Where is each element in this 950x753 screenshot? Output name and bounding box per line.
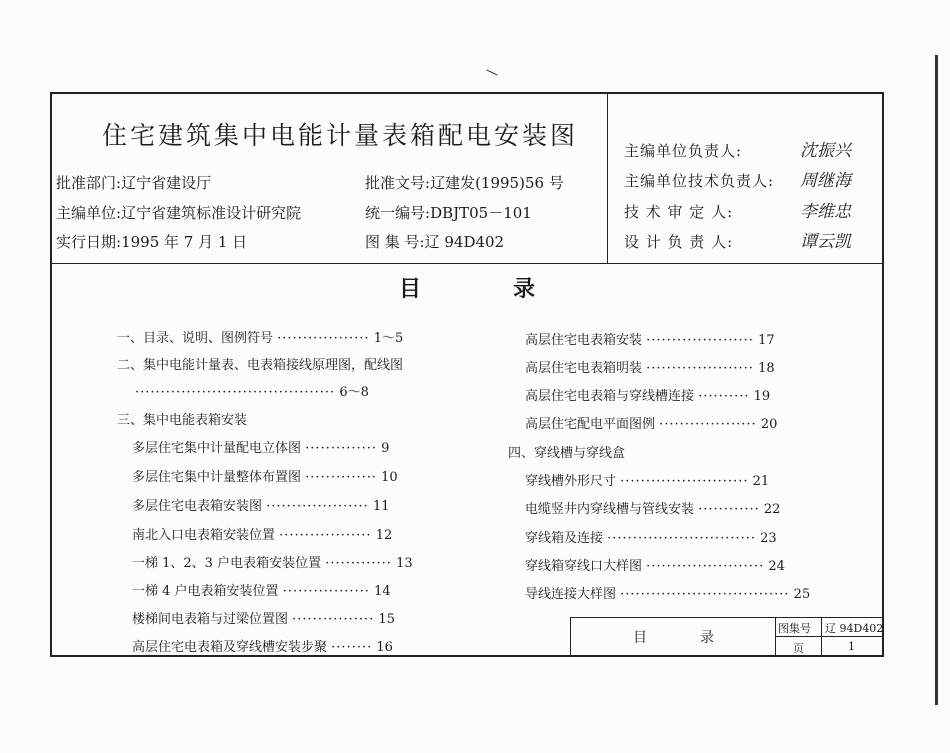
toc-left-item: ······································· 6～8 — [135, 385, 369, 400]
toc-right-item: 穿线箱穿线口大样图 ······················· 24 — [525, 559, 785, 574]
title-block-atlas-value: 辽 94D402 — [825, 622, 884, 635]
document-title: 住宅建筑集中电能计量表箱配电安装图 — [102, 121, 579, 150]
title-block-atlas-label: 图集号 — [778, 622, 811, 635]
title-block-row-divider — [775, 636, 884, 637]
binding-edge-line — [935, 55, 938, 705]
toc-right-item: 高层住宅电表箱与穿线槽连接 ·········· 19 — [525, 389, 771, 404]
toc-left-item: 多层住宅集中计量配电立体图 ·············· 9 — [132, 441, 390, 456]
toc-right-item: 穿线箱及连接 ····························· 23 — [525, 531, 777, 546]
toc-heading-mu: 目 — [399, 276, 422, 302]
toc-left-item: 二、集中电能计量表、电表箱接线原理图，配线图 — [117, 358, 404, 373]
title-block-left-border — [570, 617, 571, 657]
title-block-divider — [775, 617, 776, 657]
toc-left-item: 一梯 4 户电表箱安装位置 ················· 14 — [132, 584, 391, 599]
meta-unified-number: 统一编号:DBJT05－101 — [365, 204, 532, 222]
header-divider — [50, 263, 884, 264]
resp-design-head: 设 计 负 责 人: — [624, 233, 734, 251]
title-block-top-border — [570, 617, 884, 618]
title-block-page-label: 页 — [793, 642, 804, 655]
resp-technical-reviewer: 技 术 审 定 人: — [624, 203, 734, 221]
toc-left-item: 楼梯间电表箱与过梁位置图 ················ 15 — [132, 612, 395, 627]
meta-effective-date: 实行日期:1995 年 7 月 1 日 — [56, 233, 248, 251]
toc-right-item: 高层住宅配电平面图例 ··················· 20 — [525, 417, 778, 432]
toc-right-item: 导线连接大样图 ································· 25 — [525, 587, 811, 602]
signature-design-head: 谭云凯 — [800, 232, 851, 252]
toc-left-section: 三、集中电能表箱安装 — [117, 413, 248, 428]
meta-approval-dept: 批准部门:辽宁省建设厅 — [56, 174, 212, 192]
title-block-page-value: 1 — [848, 640, 855, 653]
title-block-name-lu: 录 — [700, 630, 714, 646]
signature-chief-unit-head: 沈振兴 — [800, 141, 851, 161]
toc-left-item: 一、目录、说明、图例符号 ·················· 1～5 — [117, 331, 404, 346]
toc-left-item: 多层住宅电表箱安装图 ···················· 11 — [132, 499, 390, 514]
toc-left-item: 多层住宅集中计量整体布置图 ·············· 10 — [132, 470, 398, 485]
toc-left-item: 一梯 1、2、3 户电表箱安装位置 ············· 13 — [132, 556, 413, 571]
toc-heading-lu: 录 — [513, 276, 536, 302]
resp-chief-unit-head: 主编单位负责人: — [624, 142, 743, 160]
signature-technical-reviewer: 李维忠 — [800, 202, 851, 222]
meta-atlas-number: 图 集 号:辽 94D402 — [365, 233, 505, 251]
toc-left-item: 南北入口电表箱安装位置 ·················· 12 — [132, 528, 393, 543]
toc-right-section: 四、穿线槽与穿线盒 — [508, 446, 626, 461]
title-block-name-mu: 目 — [633, 630, 647, 646]
scan-mark — [486, 70, 497, 76]
meta-chief-editor-unit: 主编单位:辽宁省建筑标准设计研究院 — [56, 204, 302, 222]
header-vertical-divider — [607, 92, 608, 264]
resp-technical-head: 主编单位技术负责人: — [624, 172, 775, 190]
title-block-divider — [821, 617, 822, 657]
toc-right-item: 穿线槽外形尺寸 ························· 21 — [525, 474, 770, 489]
toc-right-item: 高层住宅电表箱明装 ····················· 18 — [525, 361, 775, 376]
toc-right-item: 电缆竖井内穿线槽与管线安装 ············ 22 — [525, 502, 781, 517]
meta-approval-number: 批准文号:辽建发(1995)56 号 — [365, 174, 564, 192]
toc-left-item: 高层住宅电表箱及穿线槽安装步聚 ········ 16 — [132, 640, 393, 655]
signature-technical-head: 周继海 — [800, 171, 851, 191]
toc-right-item: 高层住宅电表箱安装 ····················· 17 — [525, 333, 775, 348]
